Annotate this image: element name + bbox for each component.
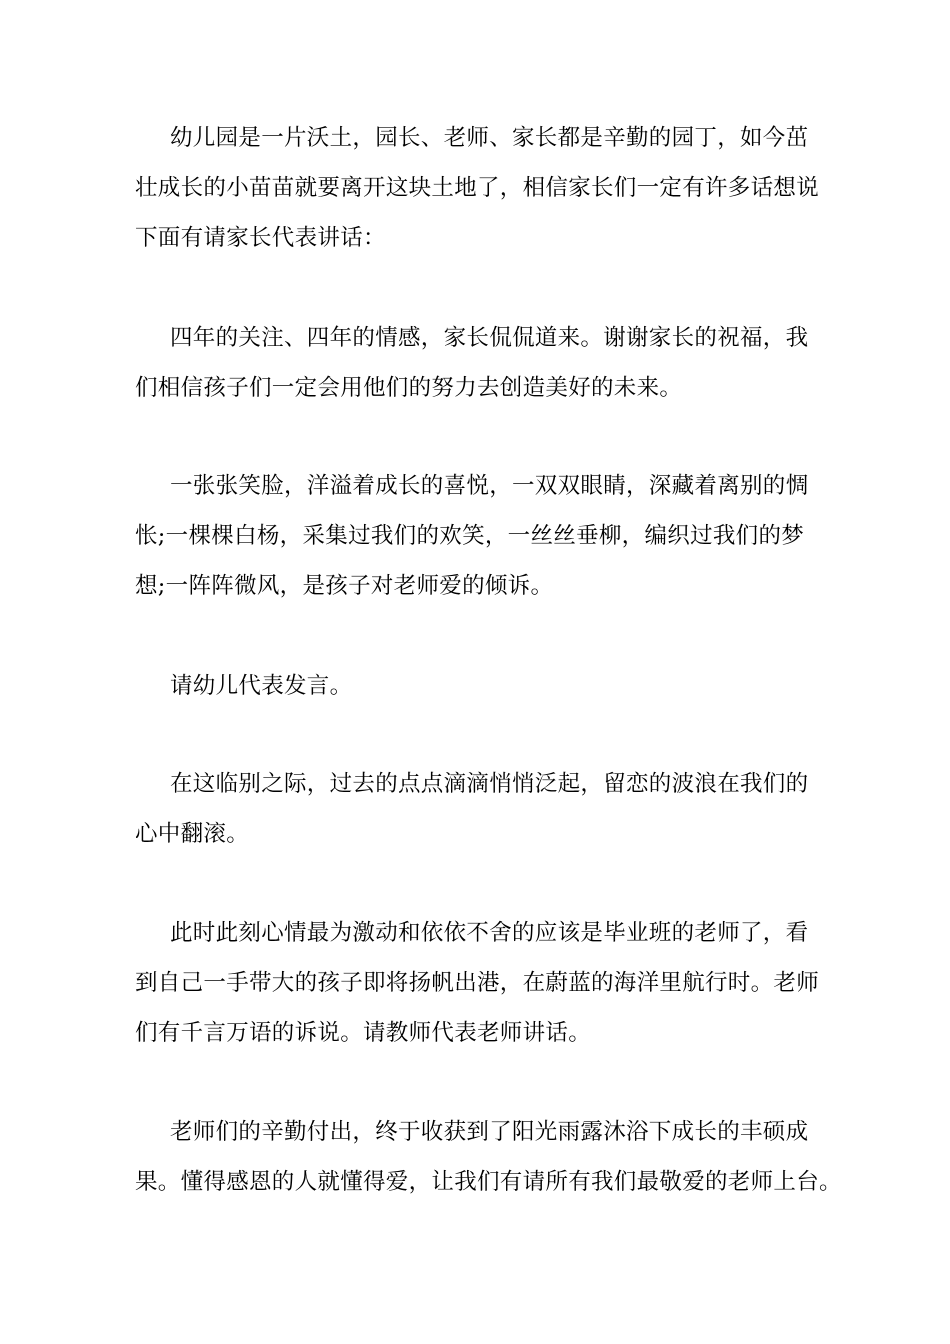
text-line: 此时此刻心情最为激动和依依不舍的应该是毕业班的老师了，看 <box>170 920 809 946</box>
text-line: 一张张笑脸，洋溢着成长的喜悦，一双双眼睛，深藏着离别的惆 <box>170 473 809 499</box>
text-line: 们有千言万语的诉说。请教师代表老师讲话。 <box>135 1020 592 1046</box>
text-line: 果。懂得感恩的人就懂得爱，让我们有请所有我们最敬爱的老师上台。 <box>135 1169 842 1195</box>
text-line: 们相信孩子们一定会用他们的努力去创造美好的未来。 <box>135 375 683 401</box>
text-line: 四年的关注、四年的情感，家长侃侃道来。谢谢家长的祝福，我 <box>170 325 809 351</box>
text-line: 请幼儿代表发言。 <box>170 673 353 699</box>
text-line: 想;一阵阵微风，是孩子对老师爱的倾诉。 <box>135 573 554 599</box>
text-line: 在这临别之际，过去的点点滴滴悄悄泛起，留恋的波浪在我们的 <box>170 771 809 797</box>
text-line: 怅;一棵棵白杨，采集过我们的欢笑，一丝丝垂柳，编织过我们的梦 <box>135 523 805 549</box>
text-line: 幼儿园是一片沃土，园长、老师、家长都是辛勤的园丁，如今茁 <box>170 125 809 151</box>
text-line: 老师们的辛勤付出，终于收获到了阳光雨露沐浴下成长的丰硕成 <box>170 1119 809 1145</box>
text-line: 到自己一手带大的孩子即将扬帆出港，在蔚蓝的海洋里航行时。老师 <box>135 970 820 996</box>
text-line: 壮成长的小苗苗就要离开这块土地了，相信家长们一定有许多话想说 <box>135 175 820 201</box>
text-line: 下面有请家长代表讲话： <box>135 225 386 251</box>
text-line: 心中翻滚。 <box>135 821 250 847</box>
